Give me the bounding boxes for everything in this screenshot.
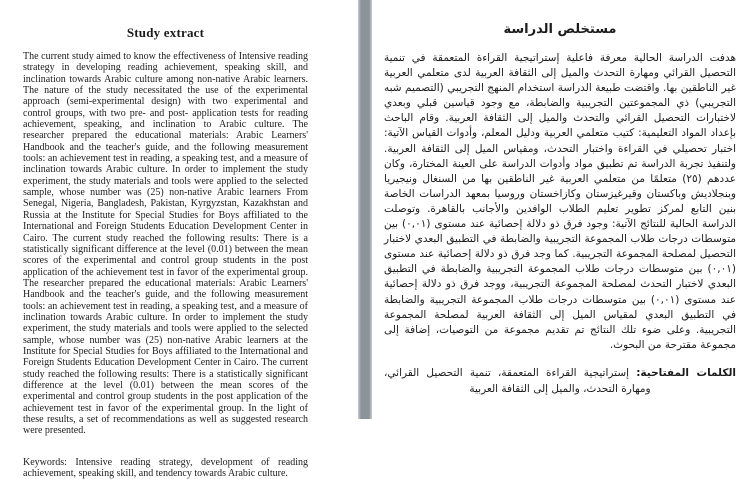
english-page-title: Study extract: [126, 25, 205, 40]
arabic-keywords-paragraph: [384, 365, 736, 398]
arabic-page-title: مستخلص الدراسة: [503, 22, 617, 37]
english-keywords-paragraph: Keywords: Intensive reading strategy, development of reading achievement, speaking skill, and tendency towards Arabic culture.: [23, 456, 308, 479]
arabic-abstract-paragraph: هدفت الدراسة الحالية معرفة فاعلية إستراتيجية القراءة المتعمقة في تنمية التحصيل القرائي ومهارة التحدث والميل إلى الثقافة العربية لدى متعلمي العربية غير الناطقين بها. واقتضت طبيعة الدراسة استخدام المنهج التجريبي (التصميم شبه التجريبي) ذي المجموعتين التجريبية والضابطة، مع وجود قياسين قبلي وبعدي لاختبارات التحصيل القرائي والتحدث والميل إلى الثقافة العربية. وقام الباحث بإعداد المواد التعليمية: كتيب متعلمي العربية ودليل المعلم، وأدوات القياس الآتية: اختبار تحصيلي في القراءة واختبار التحدث، ومقياس الميل إلى الثقافة العربية. ولتنفيذ تجربة الدراسة تم تطبيق مواد وأدوات الدراسة على العينة المختارة، وكان عددهم (٢٥) متعلمًا من متعلمي العربية غير الناطقين بها من السنغال ونيجيريا وبنجلاديش وباكستان وقيرغيزستان وكازاخستان وروسيا بمعهد الدراسات الخاصة بنين التابع لمركز تطوير تعليم الطلاب الوافدين والأجانب بالقاهرة. وتوصلت الدراسة الحالية للنتائج الآتية: وجود فرق ذو دلالة إحصائية عند مستوى (٠,٠١) بين متوسطات درجات طلاب المجموعة التجريبية والضابطة في التطبيق البعدي لاختبار التحصيل لمصلحة المجموعة التجريبية. كما وجد فرق ذو دلالة إحصائية عند مستوى (٠,٠١) بين متوسطات درجات طلاب المجموعة التجريبية والضابطة في التطبيق البعدي لاختبار التحدث لمصلحة المجموعة التجريبية، ووجد فرق ذو دلالة إحصائية عند مستوى (٠,٠١) بين متوسطات درجات طلاب المجموعة التجريبية والضابطة في التطبيق البعدي لمقياس الميل إلى الثقافة العربية لمصلحة المجموعة التجريبية. وعلى ضوء تلك النتائج تم تقديم مجموعة من التوصيات، إضافة إلى مجموعة مقترحة من البحوث.: [384, 52, 736, 351]
english-abstract-paragraph: The current study aimed to know the effectiveness of Intensive reading strategy in developing reading achievement, speaking skill, and inclination towards Arabic culture among non-native Arabic learners. The nature of the study necessitated the use of the experimental approach (semi-experimental design) with two experimental and control groups, with two pre- and post- application tests for reading achievement, speaking, and inclination to Arabic culture. The researcher prepared the educational materials: Arabic Learners' Handbook and the teacher's guide, and the following measurement tools: an achievement test in reading, a speaking test, and a measure of inclination towards Arabic culture. In order to implement the study experiment, the study materials and tools were applied to the selected sample, whose number was (25) non-native Arabic learners From Senegal, Nigeria, Bangladesh, Pakistan, Kyrgyzstan, Kazakhstan and Russia at the Institute for Special Studies for Boys affiliated to the International and Foreign Students Education Development Center in Cairo. The current study reached the following results: There is a statistically significant difference at the level (0.01) between the mean scores of the experimental and control group students in the post application of the achievement test in favor of the experimental group. The researcher prepared the educational materials: Arabic Learners' Handbook and the teacher's guide, and the following measurement tools: an achievement test in reading, a speaking test, and a measure of inclination towards Arabic culture. In order to implement the study experiment, the study materials and tools were applied to the selected sample, whose number was (25) non-native Arabic learners at the Institute for Special Studies for Boys affiliated to the International and Foreign Students Education Development Center in Cairo. The current study reached the following results: There is a statistically significant difference at the level (0.01) between the mean scores of the experimental and control group students in the post application of the achievement test in favor of the experimental group. In the light of these results, a set of recommendations as well as suggested research were presented.: [23, 51, 308, 437]
arabic-abstract-page: [372, 0, 750, 419]
arabic-keywords-text: إستراتيجية القراءة المتعمقة، تنمية التحصيل القرائي، ومهارة التحدث، والميل إلى الثقافة العربية: [384, 366, 651, 396]
arabic-keywords-label: الكلمات المفتاحية:: [636, 366, 736, 379]
page-gap-divider: [358, 0, 372, 419]
english-abstract-page: [0, 0, 358, 479]
